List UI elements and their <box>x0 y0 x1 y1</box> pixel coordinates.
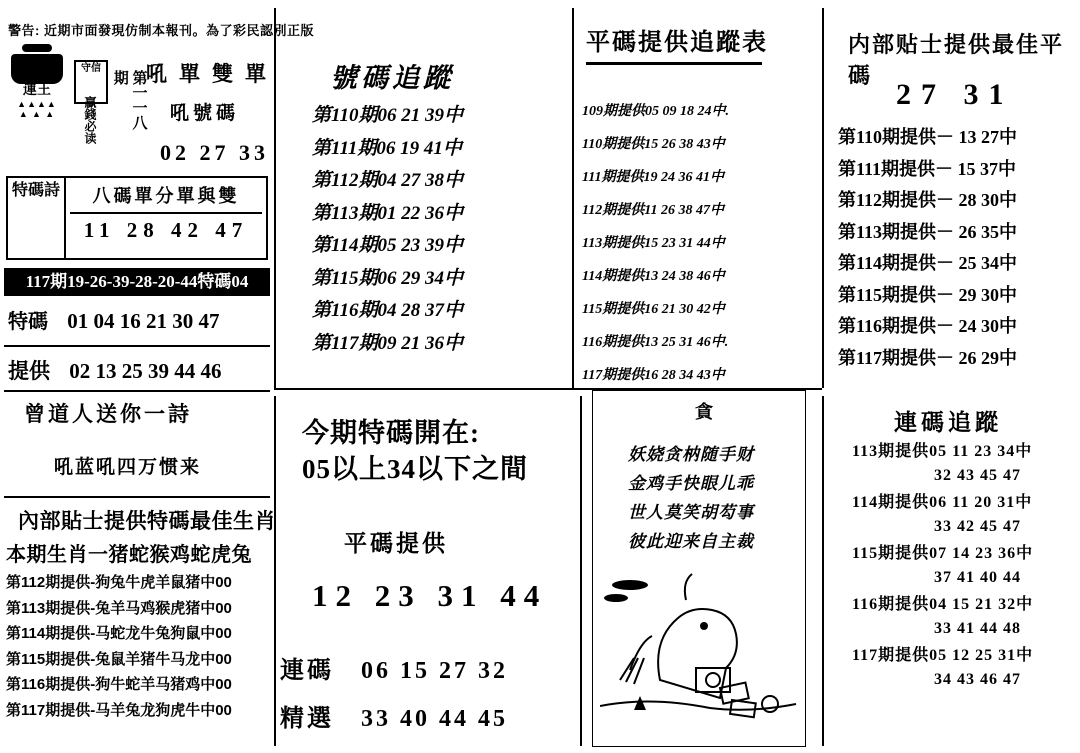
headline-dual: 吼單雙單 <box>146 62 278 86</box>
lianma-line1: 117期提供05 12 25 31中 <box>852 647 1034 664</box>
list-item: 第117期提供－ 26 29中 <box>838 347 1018 368</box>
list-item: 第117期提供-马羊兔龙狗虎牛中00 <box>6 701 232 719</box>
illustration-poem <box>628 440 754 556</box>
logo-graphic <box>6 44 68 144</box>
issue-117-bar: 117期19-26-39-28-20-44特碼04 <box>4 268 270 296</box>
list-item: 第111期提供－ 15 37中 <box>838 158 1017 179</box>
lianma-row <box>280 650 508 685</box>
divider <box>4 345 270 347</box>
logo-lid <box>22 44 52 52</box>
list-item: 第111期06 19 41中 <box>312 137 462 159</box>
jingxuan-numbers: 33 40 44 45 <box>361 706 508 732</box>
current-range-block <box>302 415 528 488</box>
tigong-numbers: 02 13 25 39 44 46 <box>69 359 222 383</box>
current-range-line2: 05以上34以下之間 <box>302 454 528 485</box>
tema-poem-box <box>6 176 66 260</box>
illustration-drawing <box>600 560 800 740</box>
tema-numbers: 01 04 16 21 30 47 <box>67 309 220 333</box>
benqi-shengxiao: 本期生肖一猪蛇猴鸡蛇虎兔 <box>6 544 252 566</box>
logo-text: 運王 <box>23 83 51 98</box>
list-item <box>852 444 1033 484</box>
lianma-tracking-title: 連碼追蹤 <box>894 410 1002 435</box>
jingxuan-row <box>280 698 508 733</box>
neibu-pingma-numbers: 27 31 <box>896 78 1014 111</box>
list-item: 第112期提供－ 28 30中 <box>838 190 1018 210</box>
neibu-shengxiao-title: 內部貼士提供特碼最佳生肖 <box>18 509 276 533</box>
list-item: 第115期06 29 34中 <box>312 267 463 289</box>
lianma-line1: 115期提供07 14 23 36中 <box>852 545 1034 562</box>
list-item: 第116期04 28 37中 <box>312 300 463 321</box>
lianma-numbers: 06 15 27 32 <box>361 658 508 684</box>
list-item: 第114期提供-马蛇龙牛兔狗鼠中00 <box>6 625 232 642</box>
divider <box>586 62 762 65</box>
eight-code-numbers: 11 28 42 47 <box>83 218 249 242</box>
list-item <box>852 648 1033 688</box>
logo-pot <box>11 54 63 84</box>
lianma-line1: 116期提供04 15 21 32中 <box>852 596 1034 613</box>
divider <box>274 8 276 388</box>
issue-label: 第一一八期 <box>111 70 147 130</box>
illustration-title: 貪 <box>695 402 713 422</box>
list-item: 第115期提供-兔鼠羊猪牛马龙中00 <box>6 650 232 668</box>
divider <box>70 212 262 214</box>
poem-line: 妖娆贪枘随手财 <box>628 445 754 464</box>
list-item: 116期提供13 25 31 46中. <box>582 335 729 350</box>
tigong-row <box>8 355 222 385</box>
logo-deco: ▲▲▲▲ ▲ ▲ ▲ <box>17 98 57 119</box>
poem-line: 彼此迎来自主裁 <box>628 532 754 551</box>
lianma-line2: 32 43 45 47 <box>934 467 1021 484</box>
lianma-label: 連碼 <box>280 658 334 684</box>
top-numbers: 02 27 33 <box>160 140 269 165</box>
list-item: 111期提供19 24 36 41中 <box>582 170 724 185</box>
neibu-pingma-title: 内部贴士提供最佳平碼 <box>848 32 1065 88</box>
poem-line: 金鸡手快眼儿乖 <box>628 474 754 493</box>
pingma-offer-numbers: 12 23 31 44 <box>312 578 548 613</box>
tema-poem-label: 特碼詩 <box>11 182 60 199</box>
list-item: 117期提供16 28 34 43中 <box>582 368 725 383</box>
win-money-text: 贏錢必读 <box>83 96 97 144</box>
poem-line: 世人莫笑胡芶事 <box>628 503 754 522</box>
divider <box>822 396 824 746</box>
headline-numbers: 吼號碼 <box>170 103 240 124</box>
lianma-line2: 37 41 40 44 <box>934 569 1021 586</box>
list-item: 114期提供13 24 38 46中 <box>582 269 725 284</box>
list-item <box>852 597 1033 637</box>
list-item: 110期提供15 26 38 43中 <box>582 137 725 152</box>
tema-label: 特碼 <box>8 311 48 333</box>
list-item: 第116期提供－ 24 30中 <box>838 316 1018 336</box>
warning-banner: 警告: 近期市面發現仿制本報刊。為了彩民認別正版 <box>8 23 314 38</box>
list-item: 第115期提供－ 29 30中 <box>838 284 1018 305</box>
tigong-label: 提供 <box>8 359 50 383</box>
eight-code-title: 八碼單分單與雙 <box>92 186 240 206</box>
list-item: 第112期04 27 38中 <box>312 170 463 191</box>
tema-row <box>8 305 220 334</box>
list-item: 第113期提供－ 26 35中 <box>838 221 1018 242</box>
pingma-tracking-list <box>582 95 729 392</box>
list-item: 第114期提供－ 25 34中 <box>838 253 1018 273</box>
haoma-tracking-title: 號碼追蹤 <box>330 63 454 93</box>
list-item <box>852 495 1033 535</box>
list-item: 第113期提供-兔羊马鸡猴虎猪中00 <box>6 599 232 617</box>
list-item <box>852 546 1033 586</box>
lianma-line2: 33 41 44 48 <box>934 620 1021 637</box>
divider <box>4 496 270 498</box>
neibu-pingma-history <box>838 122 1017 374</box>
lianma-line2: 34 43 46 47 <box>934 671 1021 688</box>
seal-stamp: 守信 <box>74 60 108 104</box>
list-item: 第117期09 21 36中 <box>312 332 463 354</box>
lianma-line2: 33 42 45 47 <box>934 518 1021 535</box>
list-item: 第112期提供-狗兔牛虎羊鼠猪中00 <box>6 574 232 591</box>
divider <box>822 8 824 388</box>
list-item: 第110期06 21 39中 <box>312 105 463 126</box>
haoma-tracking-list <box>312 100 463 360</box>
zengdaoren-title: 曾道人送你一詩 <box>24 402 192 426</box>
list-item: 109期提供05 09 18 24中. <box>582 104 729 119</box>
pingma-offer-label: 平碼提供 <box>344 531 448 556</box>
shengxiao-history-list <box>6 570 232 723</box>
divider <box>572 8 574 388</box>
pingma-tracking-title: 平碼提供追蹤表 <box>586 30 768 56</box>
list-item: 115期提供16 21 30 42中 <box>582 302 725 317</box>
list-item: 第116期提供-狗牛蛇羊马猪鸡中00 <box>6 676 232 693</box>
divider <box>580 396 582 746</box>
list-item: 第113期01 22 36中 <box>312 202 463 224</box>
jingxuan-label: 精選 <box>280 706 334 732</box>
eight-code-box <box>66 176 268 260</box>
list-item: 第114期05 23 39中 <box>312 235 463 256</box>
divider <box>274 396 276 746</box>
lianma-line1: 113期提供05 11 23 34中 <box>852 443 1033 460</box>
list-item: 113期提供15 23 31 44中 <box>582 236 725 251</box>
divider <box>4 390 270 392</box>
lianma-tracking-list <box>852 444 1033 699</box>
lianma-line1: 114期提供06 11 20 31中 <box>852 494 1033 511</box>
zengdaoren-poem: 吼蓝吼四万惯来 <box>54 457 202 478</box>
list-item: 第110期提供－ 13 27中 <box>838 127 1018 147</box>
list-item: 112期提供11 26 38 47中 <box>582 203 724 218</box>
current-range-line1: 今期特碼開在: <box>302 418 480 448</box>
